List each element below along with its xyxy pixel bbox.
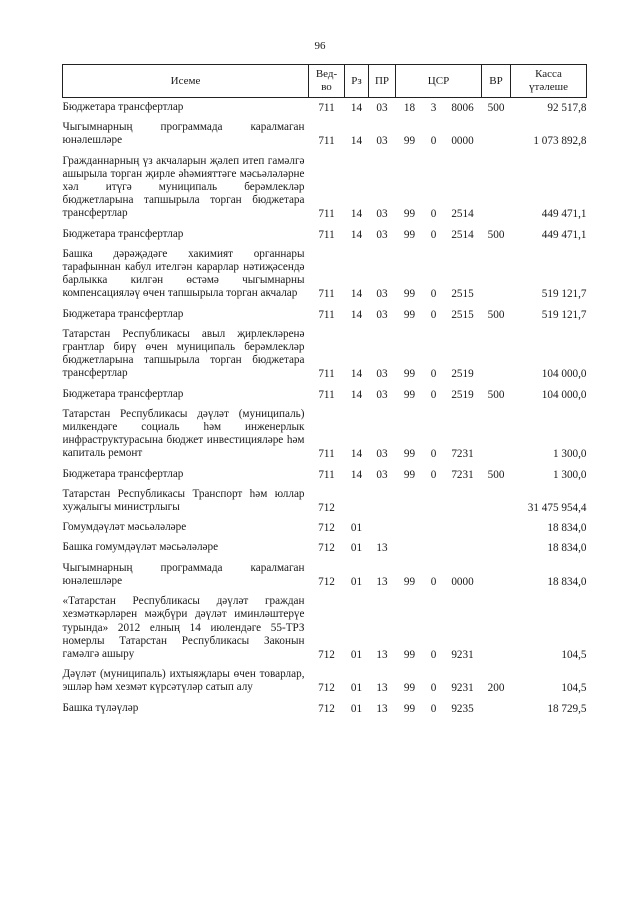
row-name: Татарстан Республикасы Транспорт һәм юллар хуҗалыгы министрлыгы: [62, 487, 305, 514]
table-row: [63, 462, 587, 482]
row-csr-subprogram: [424, 515, 444, 535]
row-vr: 500: [487, 388, 505, 401]
row-csr-program: 99: [403, 208, 416, 221]
row-vr: [482, 149, 511, 222]
row-amount: 92 517,8: [547, 102, 587, 114]
row-csr-subprogram: 0: [430, 702, 437, 715]
row-csr-direction: [444, 535, 482, 555]
row-amount: 1 300,0: [552, 468, 587, 481]
row-amount: 104,5: [561, 682, 587, 695]
row-rz: 14: [350, 468, 363, 481]
row-name: Бюджетара трансфертлар: [62, 101, 184, 113]
row-csr-program: 99: [403, 368, 416, 381]
row-amount: 31 475 954,4: [527, 502, 587, 515]
row-csr-program: 99: [403, 702, 416, 715]
row-name: Бюджетара трансфертлар: [62, 467, 184, 480]
column-header-csr: ЦСР: [396, 65, 482, 98]
row-csr-subprogram: 0: [430, 228, 437, 241]
row-rz: 14: [350, 388, 363, 401]
row-amount: 449 471,1: [541, 208, 587, 221]
row-csr-direction: 2514: [451, 228, 474, 241]
table-row: [63, 482, 587, 515]
row-name: Чыгымнарның программада каралмаган юнәлешләре: [62, 561, 305, 587]
row-csr-program: [396, 515, 424, 535]
table-row: [63, 149, 587, 222]
row-rz: 14: [350, 288, 363, 301]
row-csr-program: 99: [403, 135, 416, 148]
table-body: [63, 98, 587, 716]
column-header-pr: ПР: [369, 65, 396, 98]
row-csr-direction: [444, 515, 482, 535]
row-csr-direction: 9231: [451, 648, 474, 661]
table-row: [63, 696, 587, 716]
row-rz: 14: [350, 208, 363, 221]
row-name: Дәүләт (муниципаль) ихтыяҗлары өчен товарлар, эшләр һәм хезмәт күрсәтүләр сатып алу: [62, 668, 305, 694]
row-name: Чыгымнарның программада каралмаган юнәлешләре: [62, 121, 305, 147]
row-rz: 14: [350, 308, 363, 321]
row-rz: [345, 482, 369, 515]
row-vr: 500: [487, 468, 505, 481]
row-name: Гражданнарның үз акчаларын җәлеп итеп гамәлгә ашырыла торган җирле әһәмияттәге мәсьәләләрне хәл итүгә муниципаль берәмлекләр бюджетларына тапшырыла торган бюджетара трансфертлар: [62, 154, 305, 220]
table-row: [63, 322, 587, 382]
row-ved: 711: [318, 288, 335, 301]
budget-table: [62, 64, 587, 716]
table-row: [63, 402, 587, 462]
row-pr: 03: [376, 288, 388, 301]
row-vr: [482, 556, 511, 589]
row-name: Гомумдәүләт мәсьәләләре: [62, 521, 187, 534]
row-csr-subprogram: 0: [430, 575, 437, 588]
row-pr: 13: [376, 542, 388, 555]
row-csr-direction: 7231: [451, 448, 474, 461]
row-amount: 1 073 892,8: [533, 135, 587, 148]
row-csr-subprogram: 0: [430, 648, 437, 661]
column-header-name: Исеме: [63, 65, 309, 98]
row-pr: 03: [376, 368, 388, 381]
row-csr-program: 99: [403, 228, 416, 241]
row-name: «Татарстан Республикасы дәүләт граждан хезмәткәрләрен мәҗбүри дәүләт иминләштерүе турында» 2012 елның 14 июлендәге 55-ТРЗ номерлы Татарстан Республикасы Законын гамәлгә ашыру: [62, 595, 305, 660]
row-csr-subprogram: [424, 535, 444, 555]
row-csr-program: 99: [403, 575, 416, 588]
row-csr-direction: 2515: [451, 308, 474, 321]
row-ved: 712: [318, 575, 335, 588]
table-row: [63, 222, 587, 242]
table-row: [63, 589, 587, 662]
row-csr-direction: 8006: [451, 102, 474, 114]
row-name: Татарстан Республикасы авыл җирлекләренә грантлар бирү өчен муниципаль берәмлекләр бюджетларына тапшырыла торган бюджетара трансфертлар: [62, 327, 305, 380]
row-csr-subprogram: [424, 482, 444, 515]
row-rz: 14: [350, 368, 363, 381]
row-pr: 03: [376, 228, 388, 241]
row-csr-subprogram: 0: [430, 368, 437, 381]
row-csr-direction: 2514: [451, 208, 474, 221]
row-ved: 712: [318, 502, 335, 515]
row-csr-subprogram: 0: [430, 448, 437, 461]
table-row: [63, 98, 587, 116]
row-csr-direction: 0000: [451, 575, 474, 588]
row-rz: 01: [350, 522, 363, 535]
column-header-kassa: [511, 65, 587, 98]
row-csr-subprogram: 0: [430, 208, 437, 221]
row-amount: 18 834,0: [547, 575, 587, 588]
table-row: [63, 556, 587, 589]
row-name: Татарстан Республикасы дәүләт (муниципаль) милкендәге социаль һәм инженерлык инфраструктурасына бюджет инвестицияләре һәм капиталь ремонт: [62, 407, 305, 460]
row-pr: 03: [376, 308, 388, 321]
row-csr-subprogram: 0: [430, 135, 437, 148]
row-ved: 712: [318, 648, 335, 661]
row-pr: 13: [376, 702, 388, 715]
row-csr-subprogram: 0: [430, 682, 437, 695]
table-row: [63, 382, 587, 402]
row-csr-subprogram: 0: [430, 468, 437, 481]
column-header-vr: ВР: [482, 65, 511, 98]
row-pr: 03: [376, 208, 388, 221]
row-ved: 711: [318, 368, 335, 381]
row-csr-direction: 2519: [451, 388, 474, 401]
row-pr: [369, 482, 396, 515]
row-ved: 712: [318, 682, 335, 695]
row-ved: 711: [318, 468, 335, 481]
row-rz: 01: [350, 682, 363, 695]
row-rz: 01: [350, 702, 363, 715]
row-vr: [482, 515, 511, 535]
row-csr-program: [396, 482, 424, 515]
row-name: Башка дәрәҗәдәге хакимият органнары тарафыннан кабул ителгән карарлар нәтиҗәсендә барлыкка килгән өстәмә чыгымнарны компенсацияләү өчен тапшырыла торган акчалар: [62, 247, 305, 300]
row-vr: [482, 696, 511, 716]
row-csr-direction: 2519: [451, 368, 474, 381]
row-csr-subprogram: 0: [430, 308, 437, 321]
row-pr: 03: [376, 102, 388, 114]
row-pr: 13: [376, 682, 388, 695]
row-csr-direction: 7231: [451, 468, 474, 481]
table-row: [63, 302, 587, 322]
row-ved: 711: [318, 308, 335, 321]
row-name: Башка гомумдәүләт мәсьәләләре: [62, 541, 219, 554]
row-amount: 104 000,0: [541, 368, 587, 381]
row-vr: [482, 322, 511, 382]
row-vr: [482, 535, 511, 555]
row-amount: 18 834,0: [547, 522, 587, 535]
row-csr-program: 99: [403, 648, 416, 661]
row-vr: 500: [487, 308, 505, 321]
row-csr-subprogram: 0: [430, 288, 437, 301]
row-csr-program: 99: [403, 468, 416, 481]
row-rz: 14: [350, 228, 363, 241]
row-pr: 13: [376, 648, 388, 661]
row-amount: 18 729,5: [547, 702, 587, 715]
row-csr-program: 99: [403, 308, 416, 321]
row-amount: 519 121,7: [541, 308, 587, 321]
row-csr-program: 99: [403, 448, 416, 461]
row-vr: 500: [487, 102, 505, 114]
row-rz: 14: [350, 102, 363, 114]
row-pr: 03: [376, 388, 388, 401]
row-csr-direction: 9235: [451, 702, 474, 715]
row-amount: 18 834,0: [547, 542, 587, 555]
row-pr: 13: [376, 575, 388, 588]
row-csr-direction: [444, 482, 482, 515]
row-vr: [482, 115, 511, 148]
row-vr: [482, 242, 511, 302]
row-ved: 711: [318, 135, 335, 148]
row-vr: 500: [487, 228, 505, 241]
row-csr-subprogram: 3: [430, 102, 437, 114]
table-header: [63, 65, 587, 98]
column-header-ved: [309, 65, 345, 98]
row-name: Бюджетара трансфертлар: [62, 227, 184, 240]
row-rz: 14: [350, 135, 363, 148]
row-csr-program: 99: [403, 288, 416, 301]
row-ved: 712: [318, 702, 335, 715]
table-row: [63, 115, 587, 148]
row-pr: 03: [376, 135, 388, 148]
row-amount: 449 471,1: [541, 228, 587, 241]
row-ved: 711: [318, 388, 335, 401]
column-header-rz: Рз: [345, 65, 369, 98]
table-row: [63, 515, 587, 535]
row-amount: 104,5: [561, 648, 587, 661]
row-csr-direction: 0000: [451, 135, 474, 148]
row-name: Бюджетара трансфертлар: [62, 387, 184, 400]
row-ved: 712: [318, 522, 335, 535]
row-csr-program: 99: [403, 682, 416, 695]
row-ved: 711: [318, 208, 335, 221]
row-rz: 01: [350, 648, 363, 661]
row-rz: 01: [350, 542, 363, 555]
row-vr: [482, 402, 511, 462]
column-header-ved-text: Вед- во: [315, 68, 338, 93]
row-name: Бюджетара трансфертлар: [62, 307, 184, 320]
row-csr-direction: 9231: [451, 682, 474, 695]
table-row: [63, 535, 587, 555]
page-number: 96: [314, 40, 326, 52]
row-vr: 200: [487, 682, 505, 695]
row-amount: 1 300,0: [552, 448, 587, 461]
row-ved: 711: [318, 228, 335, 241]
row-amount: 104 000,0: [541, 388, 587, 401]
row-rz: 01: [350, 575, 363, 588]
row-pr: [369, 515, 396, 535]
row-rz: 14: [350, 448, 363, 461]
row-pr: 03: [376, 468, 388, 481]
row-csr-program: 18: [403, 102, 416, 114]
row-csr-program: 99: [403, 388, 416, 401]
row-vr: [482, 482, 511, 515]
row-ved: 712: [318, 542, 335, 555]
table-row: [63, 662, 587, 695]
table-row: [63, 242, 587, 302]
row-pr: 03: [376, 448, 388, 461]
row-ved: 711: [318, 102, 335, 114]
row-amount: 519 121,7: [541, 288, 587, 301]
row-csr-subprogram: 0: [430, 388, 437, 401]
row-csr-program: [396, 535, 424, 555]
row-vr: [482, 589, 511, 662]
row-csr-direction: 2515: [451, 288, 474, 301]
row-ved: 711: [318, 448, 335, 461]
row-name: Башка түләүләр: [62, 701, 139, 714]
column-header-kassa-text: Касса үтәлеше: [529, 68, 568, 93]
